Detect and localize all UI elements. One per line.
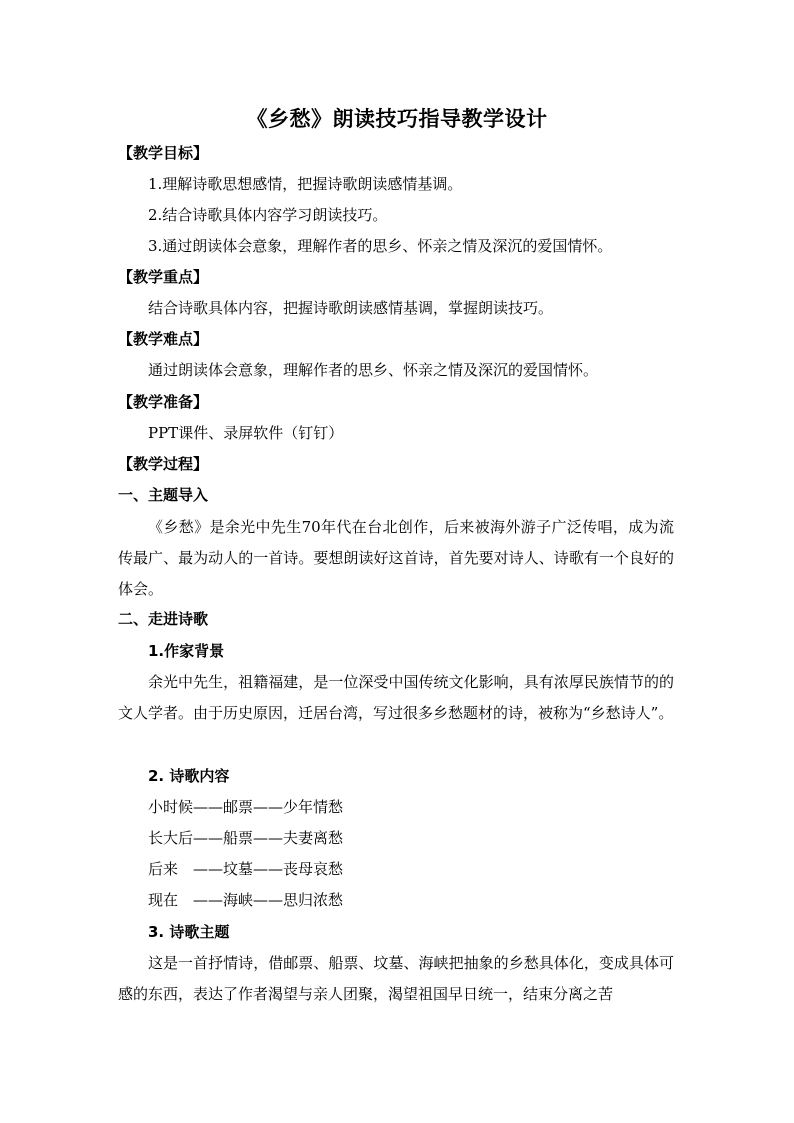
- preparation-text: PPT课件、录屏软件（钉钉）: [148, 424, 344, 442]
- author-background-paragraph: 余光中先生，祖籍福建，是一位深受中国传统文化影响，具有浓厚民族情节的的文人学者。由于历史原因，迁居台湾，写过很多乡愁题材的诗，被称为“乡愁诗人”。: [118, 673, 674, 722]
- poem-line-1: 小时候——邮票——少年情愁: [148, 798, 344, 816]
- preparation-heading: 【教学准备】: [118, 393, 209, 411]
- document-title: 《乡愁》朗读技巧指导教学设计: [246, 107, 548, 131]
- objective-item-2: 2.结合诗歌具体内容学习朗读技巧。: [148, 206, 388, 224]
- objectives-heading: 【教学目标】: [118, 144, 209, 162]
- key-points-heading: 【教学重点】: [118, 268, 209, 286]
- key-points-text: 结合诗歌具体内容，把握诗歌朗读感情基调，掌握朗读技巧。: [148, 299, 554, 317]
- part1-paragraph: 《乡愁》是余光中先生70年代在台北创作，后来被海外游子广泛传唱，成为流传最广、最为动人的一首诗。要想朗读好这首诗，首先要对诗人、诗歌有一个良好的体会。: [118, 518, 674, 598]
- author-background-heading: 1.作家背景: [148, 642, 225, 660]
- part2-heading: 二、走进诗歌: [118, 610, 209, 628]
- poem-content-heading: 2. 诗歌内容: [148, 767, 230, 785]
- objective-item-1: 1.理解诗歌思想感情，把握诗歌朗读感情基调。: [148, 175, 463, 193]
- poem-line-3: 后来 ——坟墓——丧母哀愁: [148, 860, 344, 878]
- difficulties-text: 通过朗读体会意象，理解作者的思乡、怀亲之情及深沉的爱国情怀。: [148, 361, 599, 379]
- objective-item-3: 3.通过朗读体会意象，理解作者的思乡、怀亲之情及深沉的爱国情怀。: [148, 237, 613, 255]
- difficulties-heading: 【教学难点】: [118, 330, 209, 348]
- poem-theme-paragraph: 这是一首抒情诗，借邮票、船票、坟墓、海峡把抽象的乡愁具体化，变成具体可感的东西，表达了作者渴望与亲人团聚，渴望祖国早日统一，结束分离之苦: [118, 954, 674, 1003]
- poem-line-2: 长大后——船票——夫妻离愁: [148, 829, 344, 847]
- process-heading: 【教学过程】: [118, 455, 209, 473]
- poem-line-4: 现在 ——海峡——思归浓愁: [148, 891, 344, 909]
- poem-theme-heading: 3. 诗歌主题: [148, 923, 230, 941]
- part1-heading: 一、主题导入: [118, 486, 209, 504]
